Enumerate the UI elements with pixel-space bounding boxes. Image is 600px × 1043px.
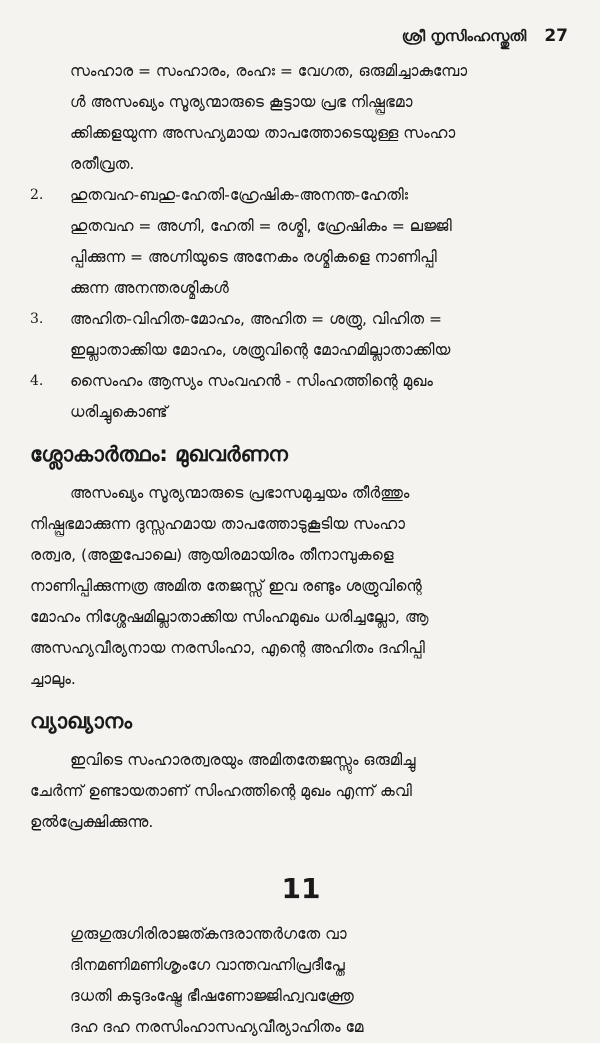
- vyakhyanam-line: ചേർന്ന് ഉണ്ടായതാണ് സിംഹത്തിന്റെ മുഖം എന്ന് കവി: [30, 782, 412, 800]
- page-number: 27: [544, 26, 568, 46]
- vyakhyanam-line: ഉൽപ്രേക്ഷിക്കുന്നു.: [30, 813, 154, 831]
- list-line: സൈംഹം ആസ്യം സംവഹൻ - സിംഹത്തിന്റെ മുഖം: [70, 372, 433, 390]
- list-line: ഇല്ലാതാക്കിയ മോഹം, ശത്രുവിന്റെ മോഹമില്ലാതാക്കിയ: [70, 341, 451, 359]
- sloka-line: നാണിപ്പിക്കുന്നത്ര അമിത തേജസ്സ് ഇവ രണ്ടും ശത്രുവിന്റെ: [30, 577, 422, 595]
- list-text: [70, 180, 572, 304]
- list-text: [70, 366, 572, 428]
- list-number: 3.: [30, 311, 44, 327]
- running-title: ശ്രീ നൃസിംഹസ്തുതി: [401, 27, 527, 45]
- list-item: [30, 366, 572, 428]
- verse-line: ദഹ ദഹ നരസിംഹാസഹ്യവീര്യാഹിതം മേ: [70, 1018, 364, 1036]
- intro-line: രതീവ്രത.: [70, 155, 135, 173]
- verse-block: [30, 919, 572, 1043]
- list-item: [30, 180, 572, 304]
- vyakhyanam-heading: വ്യാഖ്യാനം: [30, 709, 133, 733]
- intro-line: ൾ അസംഖ്യം സൂര്യന്മാരുടെ കൂട്ടായ പ്രഭ നിഷ്പ്രഭമാ: [70, 93, 413, 111]
- sloka-heading: ശ്ലോകാർത്ഥം: മുഖവർണന: [30, 442, 288, 466]
- list-line: ധരിച്ചുകൊണ്ട്: [70, 403, 168, 421]
- list-line: ഹുതവഹ-ബഹു-ഹേതി-ഹ്രേഷിക-അനന്ത-ഹേതിഃ: [70, 186, 408, 204]
- list-text: [70, 304, 572, 366]
- sloka-meaning: [30, 478, 572, 695]
- intro-note: [30, 56, 572, 180]
- verse-line: ദധതി കടുദംഷ്ട്രേ ഭീഷണോജ്ജിഹ്വവക്ത്രേ: [70, 987, 354, 1005]
- list-line: അഹിത-വിഹിത-മോഹം, അഹിത = ശത്രു, വിഹിത =: [70, 310, 442, 328]
- list-line: പ്പിക്കുന്ന = അഗ്നിയുടെ അനേകം രശ്മികളെ നാണിപ്പി: [70, 248, 437, 266]
- list-number: 2.: [30, 187, 44, 203]
- sloka-line: ച്ചാലും.: [30, 670, 76, 688]
- vyakhyanam-text: [30, 745, 572, 838]
- sloka-line: നിഷ്പ്രഭമാക്കുന്ന ദുസ്സഹമായ താപത്തോടുകൂടിയ സംഹാ: [30, 515, 405, 533]
- list-item: [30, 304, 572, 366]
- verse-line: ഗുരുഗുരുഗിരിരാജത്കന്ദരാന്തർഗതേ വാ: [70, 925, 347, 943]
- intro-line: സംഹാര = സംഹാരം, രംഹഃ = വേഗത, ഒരുമിച്ചാകുമ്പോ: [70, 62, 468, 80]
- sloka-line: മോഹം നിശ്ശേഷമില്ലാതാക്കിയ സിംഹമുഖം ധരിച്ചല്ലോ, ആ: [30, 608, 429, 626]
- verse-line: ദിനമണിമണിശൃംഗേ വാന്തവഹ്നിപ്രദീപ്തേ: [70, 956, 345, 974]
- page-header: [30, 26, 572, 56]
- list-number: 4.: [30, 373, 44, 389]
- sloka-line: അസംഖ്യം സൂര്യന്മാരുടെ പ്രഭാസമുച്ചയം തീർത്തും: [70, 484, 410, 502]
- vyakhyanam-line: ഇവിടെ സംഹാരത്വരയും അമിതതേജസ്സും ഒരുമിച്ചു: [70, 751, 416, 769]
- verse-number: 11: [281, 872, 321, 905]
- list-line: ഹുതവഹ = അഗ്നി, ഹേതി = രശ്മി, ഹ്രേഷികം = ലജ്ജി: [70, 217, 452, 235]
- intro-line: ക്കിക്കളയുന്ന അസഹ്യമായ താപത്തോടെയുള്ള സംഹാ: [70, 124, 456, 142]
- sloka-line: അസഹ്യവീര്യനായ നരസിംഹാ, എന്റെ അഹിതം ദഹിപ്പി: [30, 639, 425, 657]
- sloka-line: രത്വര, (അതുപോലെ) ആയിരമായിരം തീനാമ്പുകളെ: [30, 546, 394, 564]
- list-line: ക്കുന്ന അനന്തരശ്മികൾ: [70, 279, 229, 297]
- notes-list: [30, 180, 572, 428]
